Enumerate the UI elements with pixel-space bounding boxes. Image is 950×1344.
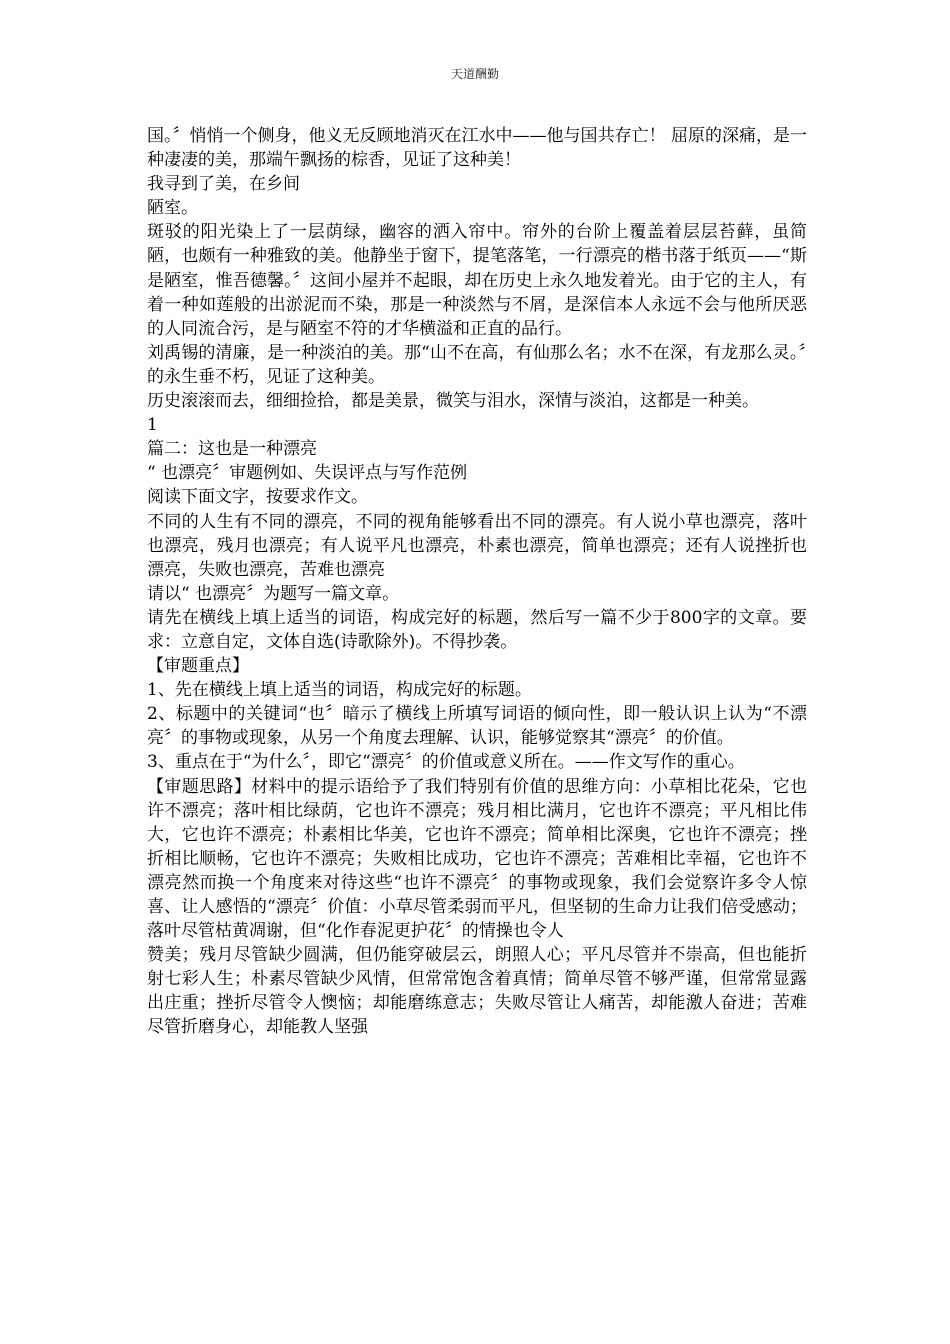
paragraph-thinking: 【审题思路】材料中的提示语给予了我们特别有价值的思维方向：小草相比花朵，它也许不漂亮；落叶相比绿荫，它也许不漂亮；残月相比满月，它也许不漂亮；平凡相比伟大，它也许不漂亮；朴素相比华美，它也许不漂亮；简单相比深奥，它也许不漂亮；挫折相比顺畅，它也许不漂亮；失败相比成功，它也许不漂亮；苦难相比幸福，它也许不漂亮然而换一个角度来对待这些“也许不漂亮〞的事物或现象，我们会觉察许多令人惊喜、让人感悟的“漂亮〞价值：小草尽管柔弱而平凡，但坚韧的生命力让我们倍受感动；落叶尽管枯黄凋谢，但“化作春泥更护花〞的情操也令人 [147,776,807,942]
section-subtitle: “ 也漂亮〞审题例如、失误评点与写作范例 [147,463,468,484]
paragraph-prompt-requirements: 请先在横线上填上适当的词语，构成完好的标题，然后写一篇不少于800字的文章。要求：立意自定，文体自选(诗歌除外)。不得抄袭。 [147,607,807,652]
paragraph-instruction: 阅读下面文字，按要求作文。 [147,487,368,508]
paragraph-qu-yuan-ending: 国。〞悄悄一个侧身，他义无反顾地消灭在江水中——他与国共存亡！ 屈原的深痛，是一种凄凄的美，那端午飘扬的棕香，见证了这种美！ [147,126,807,171]
document-body [147,124,807,1040]
paragraph-prompt-material: 不同的人生有不同的漂亮，不同的视角能够看出不同的漂亮。有人说小草也漂亮，落叶也漂亮，残月也漂亮；有人说平凡也漂亮，朴素也漂亮，简单也漂亮；还有人说挫折也漂亮，失败也漂亮，苦难也漂亮 [147,511,807,580]
key-point-3: 3、重点在于“为什么〞，即它“漂亮〞的价值或意义所在。——作文写作的重心。 [147,752,745,773]
paragraph-humble-room: 斑驳的阳光染上了一层荫绿，幽容的洒入帘中。帘外的台阶上覆盖着层层苔藓，虽简陋，也颇有一种雅致的美。他静坐于窗下，提笔落笔，一行漂亮的楷书落于纸页——“斯是陋室，惟吾德馨。〞这间小屋并不起眼，却在历史上永久地发着光。由于它的主人，有着一种如莲般的出淤泥而不染，那是一种淡然与不屑，是深信本人永远不会与他所厌恶的人同流合污，是与陋室不符的才华横溢和正直的品行。 [147,222,807,339]
paragraph-found-beauty: 我寻到了美，在乡间 [147,174,300,195]
paragraph-praise: 赞美；残月尽管缺少圆满，但仍能穿破层云，朗照人心；平凡尽管并不崇高，但也能折射七彩人生；朴素尽管缺少风情，但常常饱含着真情；简单尽管不够严谨，但常常显露出庄重；挫折尽管令人懊恼；却能磨练意志；失败尽管让人痛苦，却能激人奋进；苦难尽管折磨身心，却能教人坚强 [147,945,807,1038]
page-number: 1 [147,415,158,436]
paragraph-prompt-title: 请以“ 也漂亮〞为题写一篇文章。 [147,583,400,604]
paragraph-history: 历史滚滚而去，细细捡拾，都是美景，微笑与泪水，深情与淡泊，这都是一种美。 [147,391,759,412]
paragraph-liu-yuxi: 刘禹锡的清廉，是一种淡泊的美。那“山不在高，有仙那么名；水不在深，有龙那么灵。〞的永生垂不朽，见证了这种美。 [147,342,807,387]
key-point-2: 2、标题中的关键词“也〞暗示了横线上所填写词语的倾向性，即一般认识上认为“不漂亮〞的事物或现象，从另一个角度去理解、认识，能够觉察其“漂亮〞的价值。 [147,704,807,749]
key-point-1: 1、先在横线上填上适当的词语，构成完好的标题。 [147,680,532,701]
section-title: 篇二：这也是一种漂亮 [147,439,317,460]
page-header: 天道酬勤 [450,67,499,81]
heading-key-points: 【审题重点】 [147,656,249,677]
paragraph-humble-room-heading: 陋室。 [147,198,198,219]
